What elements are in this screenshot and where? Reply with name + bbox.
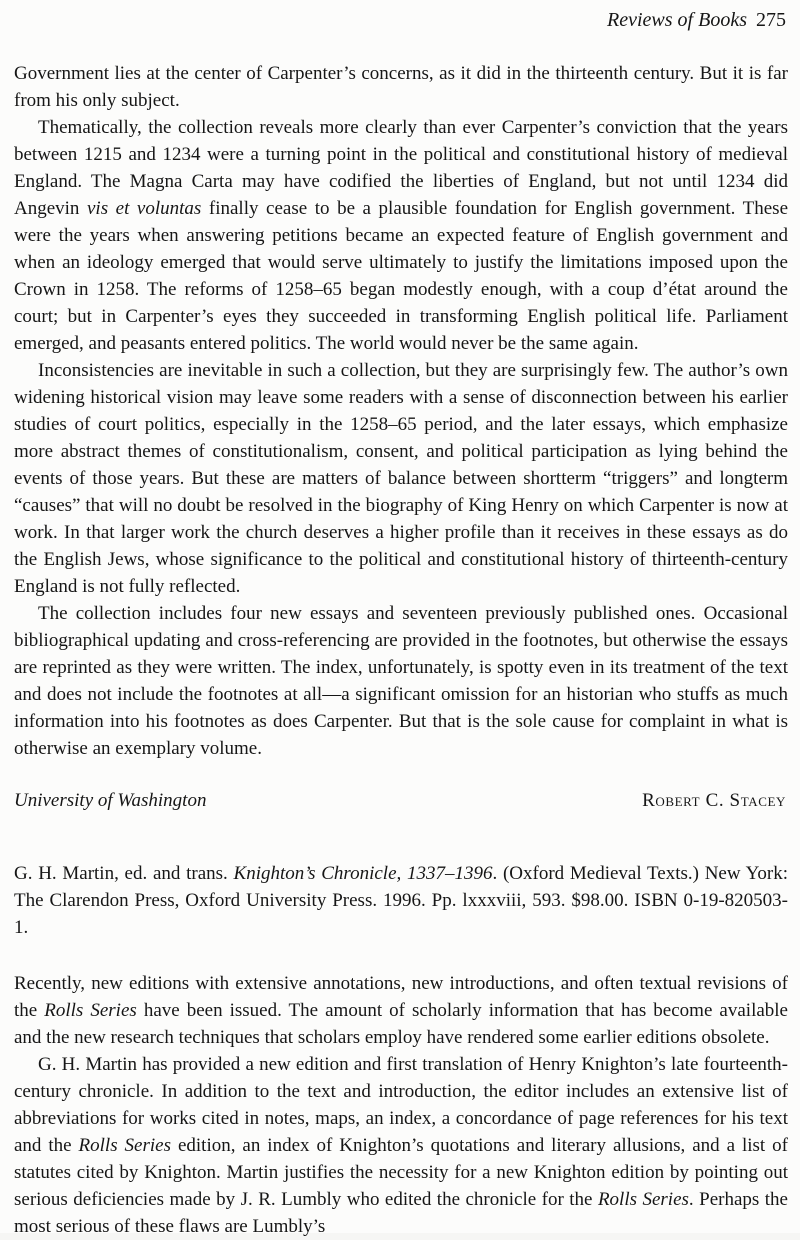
text-segment: Recently, new editions with extensive annotations, new introductions, and often textual revisions of the — [14, 973, 788, 1021]
text-segment: . Perhaps the most serious of these flaws are Lumbly’s — [14, 1189, 788, 1237]
review-1-body — [14, 60, 788, 762]
page-number: 275 — [756, 9, 786, 31]
reviewer-affiliation: University of Washington — [14, 790, 207, 811]
text-segment: Government lies at the center of Carpenter’s concerns, as it did in the thirteenth century. But it is far from his only subject. — [14, 63, 788, 111]
citation-text — [14, 860, 788, 941]
text-segment: have been issued. The amount of scholarly information that has become available and the new research techniques that scholars employ have rendered some earlier editions obsolete. — [14, 1000, 788, 1048]
review-2-body — [14, 970, 788, 1240]
running-head — [14, 8, 788, 32]
text-segment: G. H. Martin, ed. and trans. — [14, 863, 234, 884]
italic-text: Knighton’s Chronicle, 1337–1396 — [233, 863, 493, 884]
italic-text: Rolls Series — [44, 1000, 137, 1021]
italic-text: vis et voluntas — [87, 198, 202, 219]
book-citation — [14, 860, 788, 941]
text-segment: Inconsistencies are inevitable in such a collection, but they are surprisingly few. The author’s own widening historical vision may leave some readers with a sense of disconnection between his earlier studies of court politics, especially in the 1258–65 period, and the later essays, which emphasize more abstract themes of constitutionalism, consent, and political participation as lying behind the events of those years. But these are matters of balance between shortterm “triggers” and longterm “causes” that will no doubt be resolved in the biography of King Henry on which Carpenter is now at work. In that larger work the church deserves a higher profile than it receives in these essays as do the English Jews, whose significance to the political and constitutional history of thirteenth-century England is not fully reflected. — [14, 360, 788, 597]
italic-text: Rolls Series — [78, 1135, 171, 1156]
review-paragraph — [14, 60, 788, 114]
review-paragraph — [14, 357, 788, 600]
text-segment: Thematically, the collection reveals more clearly than ever Carpenter’s conviction that the years between 1215 and 1234 were a turning point in the political and constitutional history of medieval England. The Magna Carta may have codified the liberties of England, but not until 1234 did Angevin — [14, 117, 788, 219]
text-segment: The collection includes four new essays and seventeen previously published ones. Occasional bibliographical updating and cross-referencing are provided in the footnotes, but otherwise the essays are reprinted as they were written. The index, unfortunately, is spotty even in its treatment of the text and does not include the footnotes at all—a significant omission for an historian who stuffs as much information into his footnotes as does Carpenter. But that is the sole cause for complaint in what is otherwise an exemplary volume. — [14, 603, 788, 759]
text-segment: finally cease to be a plausible foundation for English government. These were the years when answering petitions became an expected feature of English government and when an ideology emerged that would serve ultimately to justify the limitations imposed upon the Crown in 1258. The reforms of 1258–65 began modestly enough, with a coup d’état around the court; but in Carpenter’s eyes they succeeded in transforming English political life. Parliament emerged, and peasants entered politics. The world would never be the same again. — [14, 198, 788, 354]
signature-row — [14, 787, 788, 814]
journal-section-title: Reviews of Books — [607, 9, 747, 31]
text-segment: G. H. Martin has provided a new edition and first translation of Henry Knighton’s late fourteenth-century chronicle. In addition to the text and introduction, the editor includes an extensive list of abbreviations for works cited in notes, maps, an index, a concordance of page references for his text and the — [14, 1054, 788, 1156]
text-segment: edition, an index of Knighton’s quotations and literary allusions, and a list of statutes cited by Knighton. Martin justifies the necessity for a new Knighton edition by pointing out serious deficiencies made by J. R. Lumbly who edited the chronicle for the — [14, 1135, 788, 1210]
text-segment: . (Oxford Medieval Texts.) New York: The Clarendon Press, Oxford University Press. 1996. Pp. lxxxviii, 593. $98.00. ISBN 0-19-820503-1. — [14, 863, 789, 938]
italic-text: Rolls Series — [597, 1189, 689, 1210]
review-paragraph — [14, 970, 788, 1051]
review-paragraph — [14, 1051, 788, 1240]
review-paragraph — [14, 600, 788, 762]
reviewer-name: Robert C. Stacey — [642, 790, 786, 811]
review-paragraph — [14, 114, 788, 357]
